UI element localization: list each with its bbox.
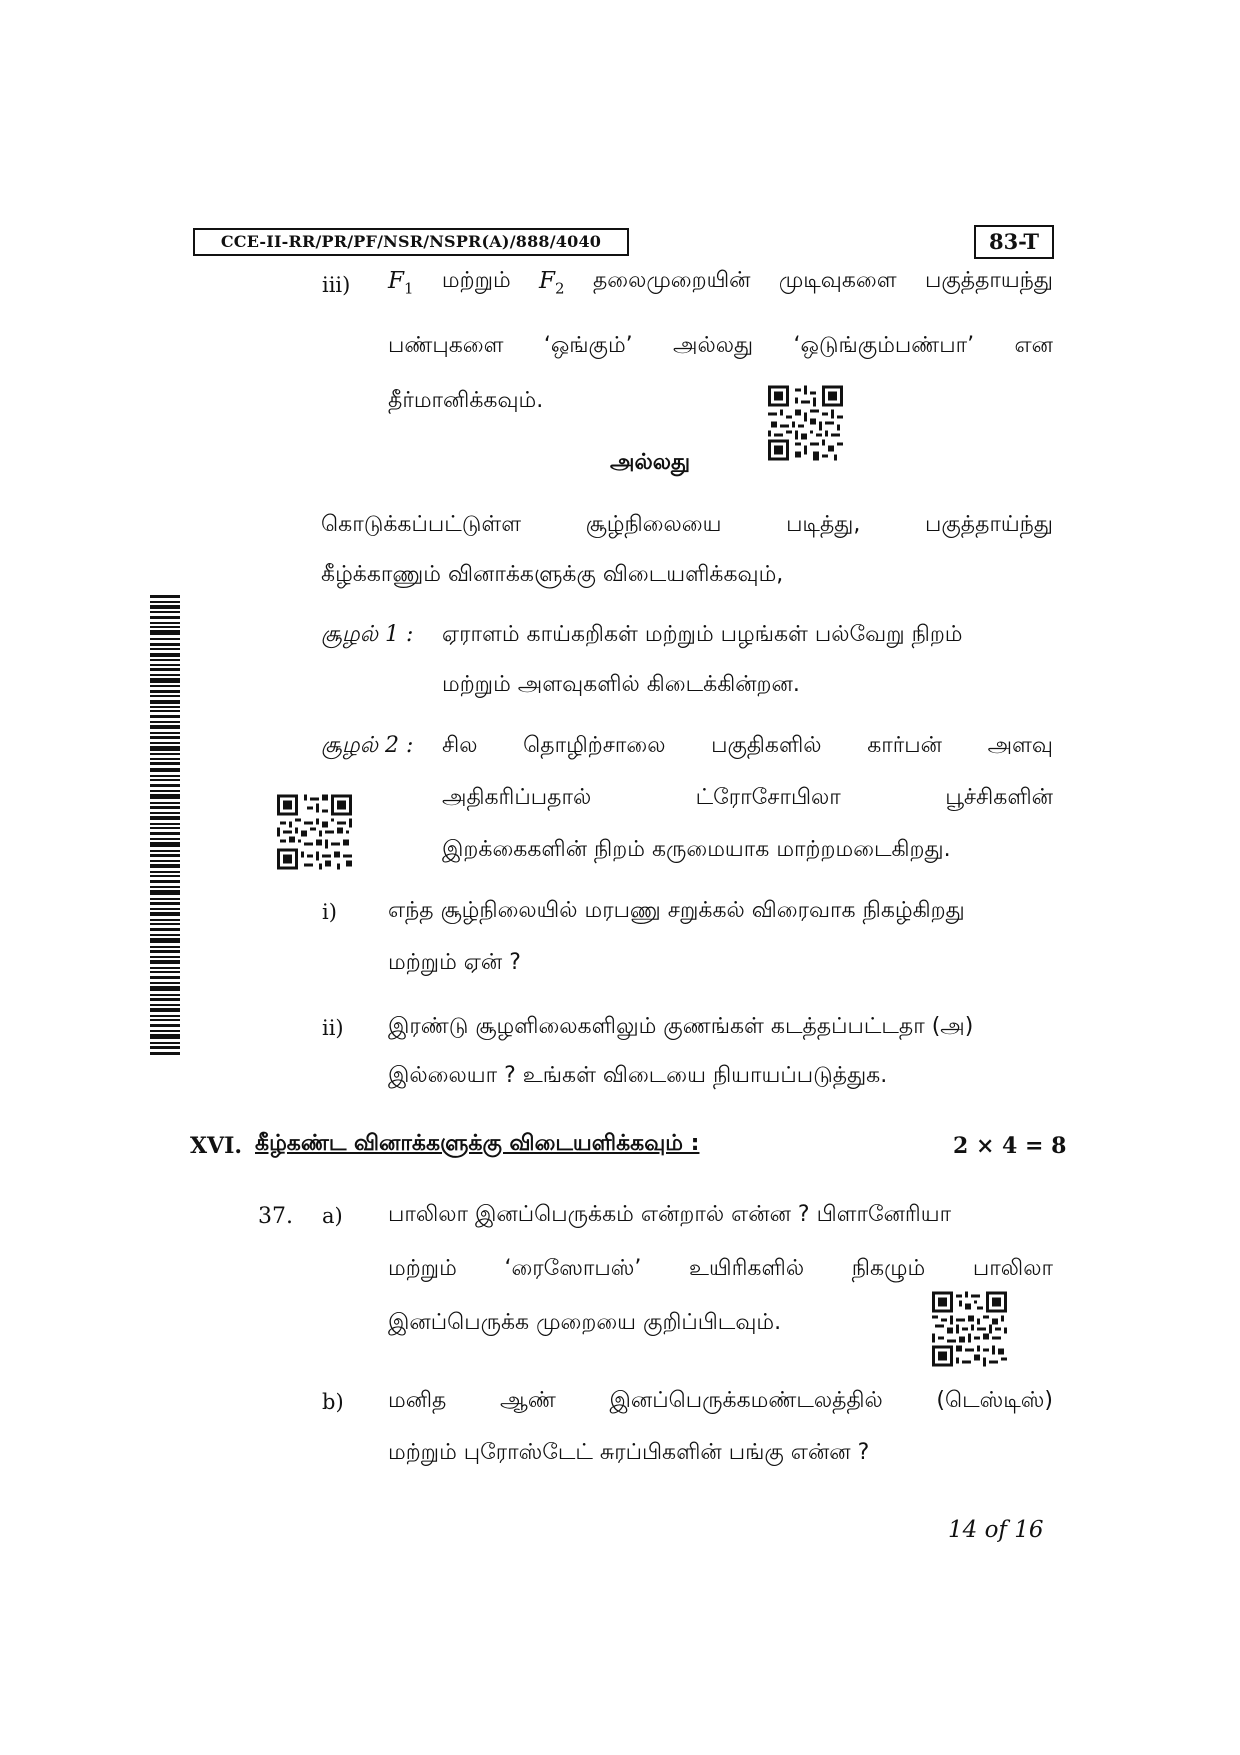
page-number: 14 of 16 bbox=[948, 1517, 1044, 1543]
q37-number: 37. bbox=[258, 1204, 293, 1229]
qr-code-icon bbox=[277, 793, 352, 871]
q37-a-line3: இனப்பெருக்க முறையை குறிப்பிடவும். bbox=[388, 1310, 782, 1335]
qr-code-icon bbox=[932, 1290, 1007, 1368]
intro-line1: கொடுக்கப்பட்டுள்ள சூழ்நிலையை படித்து, பகுத்தாய்ந்து bbox=[321, 512, 1053, 537]
situation2-line2: அதிகரிப்பதால் ட்ரோசோபிலா பூச்சிகளின் bbox=[442, 785, 1053, 810]
sub-ii-label: ii) bbox=[322, 1016, 344, 1040]
q37-a-label: a) bbox=[322, 1204, 343, 1228]
situation2-line1: சில தொழிற்சாலை பகுதிகளில் கார்பன் அளவு bbox=[442, 733, 1053, 758]
sub-ii-line1: இரண்டு சூழளிலைகளிலும் குணங்கள் கடத்தப்பட்டதா (அ) bbox=[388, 1014, 974, 1039]
q-iii-label: iii) bbox=[322, 273, 351, 297]
section-marks: 2 × 4 = 8 bbox=[953, 1133, 1067, 1159]
q37-b-label: b) bbox=[322, 1390, 344, 1414]
situation2-label: சூழல் 2 : bbox=[321, 733, 414, 758]
section-title: கீழ்கண்ட வினாக்களுக்கு விடையளிக்கவும் : bbox=[255, 1131, 700, 1156]
paper-code: 83-T bbox=[974, 225, 1054, 259]
sub-ii-line2: இல்லையா ? உங்கள் விடையை நியாயப்படுத்துக. bbox=[388, 1063, 888, 1088]
situation1-line2: மற்றும் அளவுகளில் கிடைக்கின்றன. bbox=[442, 672, 800, 697]
q37-b-line1: மனித ஆண் இனப்பெருக்கமண்டலத்தில் (டெஸ்டிஸ்) bbox=[388, 1388, 1053, 1413]
or-label: அல்லது bbox=[610, 450, 691, 475]
section-number: XVI. bbox=[190, 1133, 243, 1159]
f1-symbol: $F_1$ bbox=[388, 268, 414, 298]
situation2-line3: இறக்கைகளின் நிறம் கருமையாக மாற்றமடைகிறது. bbox=[442, 837, 951, 862]
q-iii-line3: தீர்மானிக்கவும். bbox=[388, 388, 544, 413]
q37-a-line1: பாலிலா இனப்பெருக்கம் என்றால் என்ன ? பிளானேரியா bbox=[388, 1202, 952, 1227]
exam-code: CCE-II-RR/PR/PF/NSR/NSPR(A)/888/4040 bbox=[193, 228, 629, 256]
sub-i-line1: எந்த சூழ்நிலையில் மரபணு சறுக்கல் விரைவாக நிகழ்கிறது bbox=[388, 898, 965, 923]
q37-a-line2: மற்றும் ‘ரைஸோபஸ்’ உயிரிகளில் நிகழும் பாலிலா bbox=[388, 1256, 1053, 1281]
q-iii-line1: $F_1$ மற்றும் $F_2$ தலைமுறையின் முடிவுகளை பகுத்தாயந்து bbox=[388, 268, 1053, 298]
q-iii-line2: பண்புகளை ‘ஒங்கும்’ அல்லது ‘ஒடுங்கும்பண்பா’ என bbox=[388, 333, 1053, 358]
qr-code-icon bbox=[768, 384, 843, 462]
situation1-label: சூழல் 1 : bbox=[321, 622, 414, 647]
intro-line2: கீழ்க்காணும் வினாக்களுக்கு விடையளிக்கவும், bbox=[321, 562, 784, 587]
sub-i-label: i) bbox=[322, 900, 337, 924]
f2-symbol: $F_2$ bbox=[539, 268, 565, 298]
q37-b-line2: மற்றும் புரோஸ்டேட் சுரப்பிகளின் பங்கு என்ன ? bbox=[388, 1440, 870, 1465]
situation1-line1: ஏராளம் காய்கறிகள் மற்றும் பழங்கள் பல்வேறு நிறம் bbox=[442, 622, 963, 647]
barcode-icon bbox=[150, 595, 180, 1055]
sub-i-line2: மற்றும் ஏன் ? bbox=[388, 950, 521, 975]
